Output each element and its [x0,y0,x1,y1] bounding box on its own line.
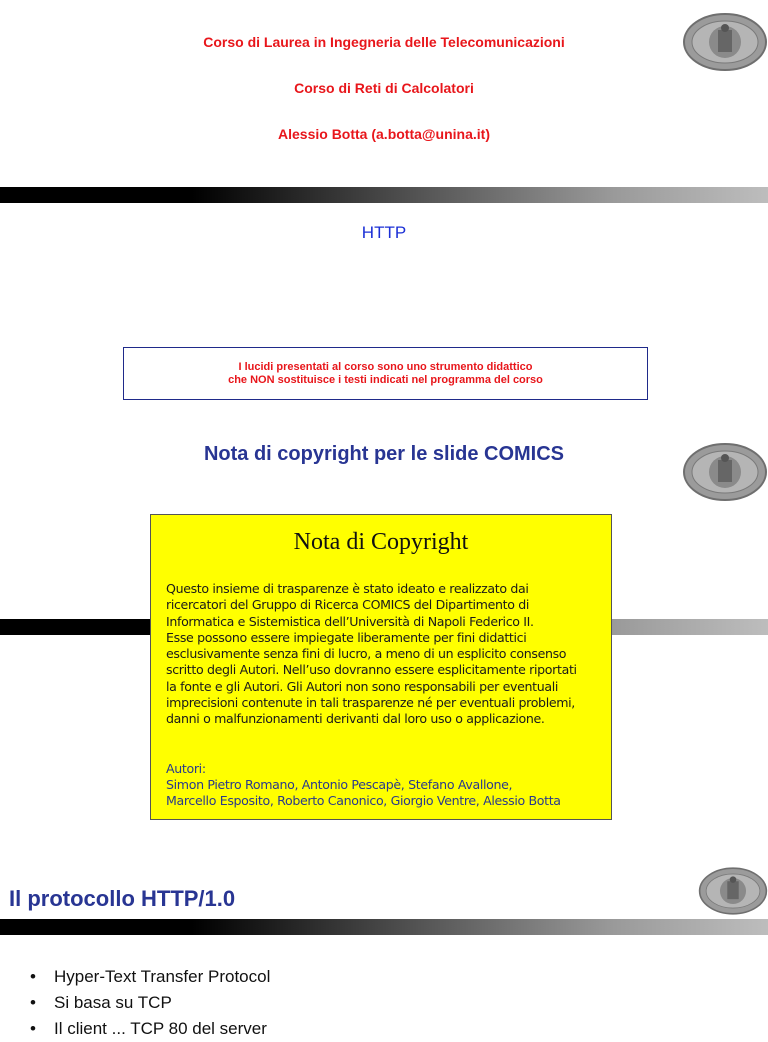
copyright-body-line: esclusivamente senza fini di lucro, a meno di un esplicito consenso [166,646,567,662]
slide-divider-bar [0,919,768,935]
list-item: • Si basa su TCP [30,990,270,1016]
university-seal-icon [698,866,768,916]
protocol-slide-title: Il protocollo HTTP/1.0 [9,886,236,911]
authors-block [166,761,606,809]
course-name-line: Corso di Reti di Calcolatori [294,80,474,96]
disclaimer-box [123,347,648,400]
authors-line: Marcello Esposito, Roberto Canonico, Giorgio Ventre, Alessio Botta [166,793,561,808]
university-seal-icon [682,12,768,72]
authors-line: Simon Pietro Romano, Antonio Pescapè, Stefano Avallone, [166,777,513,792]
slide-title-http: HTTP [361,223,407,242]
copyright-body-line: Questo insieme di trasparenze è stato ideato e realizzato dai [166,581,529,596]
bullet-icon: • [30,993,36,1012]
author-line: Alessio Botta (a.botta@unina.it) [278,126,490,142]
copyright-body [166,581,606,728]
copyright-slide-title: Nota di copyright per le slide COMICS [203,443,565,465]
disclaimer-line-1: I lucidi presentati al corso sono uno strumento didattico [238,360,533,373]
copyright-body-line: Esse possono essere impiegate liberamente per fini didattici [166,629,527,645]
bullet-icon: • [30,1019,36,1038]
copyright-body-line: scritto degli Autori. Nell’uso dovranno essere esplicitamente riportati [166,662,577,678]
slide-divider-bar [0,187,768,203]
list-item: • Hyper-Text Transfer Protocol [30,964,270,990]
copyright-box-title: Nota di Copyright [293,529,469,555]
bullet-list [30,964,271,1038]
authors-label: Autori: [166,761,206,776]
copyright-body-line: danni o malfunzionamenti derivanti dal loro uso o applicazione. [166,711,545,727]
university-seal-icon [682,442,768,502]
copyright-body-line: la fonte e gli Autori. Gli Autori non sono responsabili per eventuali [166,678,559,694]
disclaimer-line-2: che NON sostituisce i testi indicati nel programma del corso [228,373,543,386]
copyright-body-line: imprecisioni contenute in tali trasparenze né per eventuali problemi, [166,695,575,711]
copyright-body-line: Informatica e Sistemistica dell’Università di Napoli Federico II. [166,613,534,629]
bullet-icon: • [30,967,36,986]
copyright-body-line: ricercatori del Gruppo di Ricerca COMICS del Dipartimento di [166,597,530,613]
list-item-partial: • Il client ... TCP 80 del server [30,1016,270,1028]
course-degree-line: Corso di Laurea in Ingegneria delle Telecomunicazioni [203,34,565,50]
copyright-note-box [150,514,612,820]
